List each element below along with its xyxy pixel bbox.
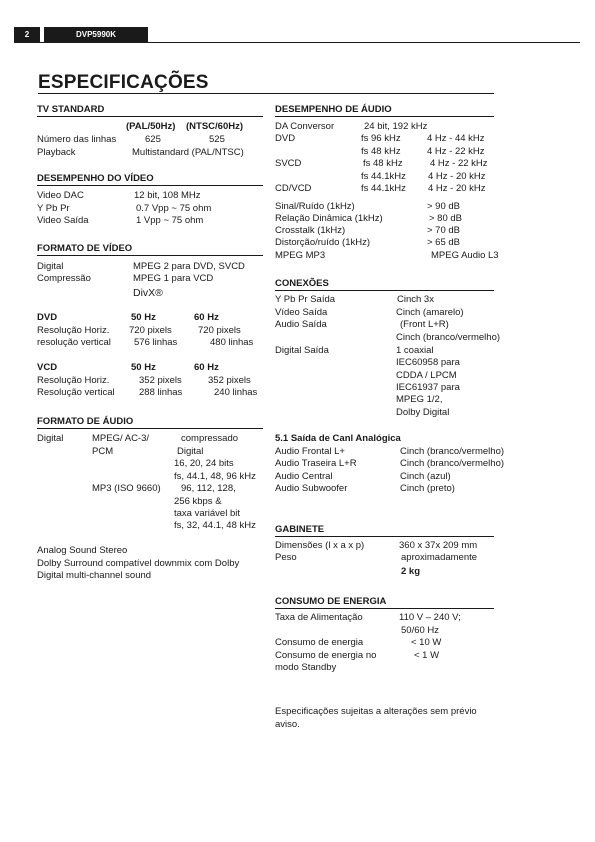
conn-digital-v2: IEC60958 para: [396, 357, 460, 368]
af-mp3-var: taxa variável bit: [174, 508, 241, 519]
dvd-50hz: 50 Hz: [131, 312, 156, 323]
ao-sub-label: Audio Subwoofer: [275, 483, 348, 494]
af-compressed: compressado: [181, 433, 239, 444]
video-ypbpr-label: Y Pb Pr: [37, 203, 70, 214]
lines-pal: 625: [145, 134, 161, 145]
conn-audio-label: Audio Saída: [275, 319, 327, 330]
vf-digital-label: Digital: [37, 261, 64, 272]
ap-dist-value: > 65 dB: [427, 237, 461, 248]
vf-comp-value: MPEG 1 para VCD: [133, 273, 214, 284]
af-digital-label: Digital: [37, 433, 64, 444]
pw-standby-label2: modo Standby: [275, 662, 337, 673]
divx-label: DivX®: [133, 287, 163, 299]
dvd-60hz: 60 Hz: [194, 312, 219, 323]
video-ypbpr-value: 0.7 Vpp ~ 75 ohm: [136, 203, 212, 214]
af-dolby: Dolby Surround compatível downmix com Dolby: [37, 558, 240, 569]
vf-digital-value: MPEG 2 para DVD, SVCD: [133, 261, 245, 272]
ap-cd-fs: fs 44.1kHz: [361, 183, 406, 194]
page-number: 2: [14, 27, 40, 42]
pw-cons-label: Consumo de energia: [275, 637, 364, 648]
vcd-label: VCD: [37, 362, 58, 373]
col-pal: (PAL/50Hz): [126, 121, 176, 132]
ap-cd-label: CD/VCD: [275, 183, 312, 194]
video-out-label: Video Saída: [37, 215, 89, 226]
conn-video-label: Vídeo Saída: [275, 307, 328, 318]
ao-front-label: Audio Frontal L+: [275, 446, 345, 457]
dvd-v-label: resolução vertical: [37, 337, 111, 348]
ap-snr-value: > 90 dB: [427, 201, 461, 212]
title-rule: [38, 93, 494, 94]
conn-video-value: Cinch (amarelo): [396, 307, 464, 318]
af-mpeg: MPEG/ AC-3/: [92, 433, 150, 444]
ao-front-value: Cinch (branco/vermelho): [400, 446, 505, 457]
conn-digital-v3: CDDA / LPCM: [396, 370, 457, 381]
ap-dvd-fs1: fs 96 kHz: [361, 133, 401, 144]
dvd-h-label: Resolução Horiz.: [37, 325, 110, 336]
ap-mp3-label: MPEG MP3: [275, 250, 326, 261]
dvd-h-60: 720 pixels: [198, 325, 241, 336]
cab-dim-label: Dimensões (l x a x p): [275, 540, 365, 551]
ap-da-label: DA Conversor: [275, 121, 335, 132]
ap-svcd-fs1: fs 48 kHz: [363, 158, 403, 169]
ap-dvd-r2: 4 Hz - 22 kHz: [427, 146, 485, 157]
ao-rear-value: Cinch (branco/vermelho): [400, 458, 505, 469]
ap-snr-label: Sinal/Ruído (1kHz): [275, 201, 355, 212]
header-rule: [14, 42, 580, 43]
pw-supply-value1: 110 V – 240 V;: [399, 612, 461, 623]
dvd-v-60: 480 linhas: [210, 337, 254, 348]
ap-da-value: 24 bit, 192 kHz: [364, 121, 428, 132]
model-label: DVP5990K: [44, 27, 148, 42]
lines-label: Número das linhas: [37, 134, 117, 145]
af-mp3-rates2: 256 kbps &: [174, 496, 222, 507]
cab-dim-value: 360 x 37x 209 mm: [399, 540, 478, 551]
video-rule: [37, 185, 263, 186]
video-format-heading: FORMATO DE VÍDEO: [37, 243, 133, 254]
conn-digital-v5: MPEG 1/2,: [396, 394, 443, 405]
video-format-rule: [37, 255, 263, 256]
af-mp3-fs: fs, 32, 44.1, 48 kHz: [174, 520, 256, 531]
af-pcm: PCM: [92, 446, 114, 457]
connections-heading: CONEXÕES: [275, 278, 329, 289]
dvd-h-50: 720 pixels: [129, 325, 172, 336]
vcd-h-label: Resolução Horiz.: [37, 375, 110, 386]
cabinet-rule: [275, 536, 494, 537]
footer-note-line1: Especificações sujeitas a alterações sem prévio: [275, 706, 477, 717]
ap-ct-label: Crosstalk (1kHz): [275, 225, 346, 236]
audio-format-rule: [37, 428, 263, 429]
video-heading: DESEMPENHO DO VÍDEO: [37, 173, 154, 184]
analog-out-heading: 5.1 Saída de Canl Analógica: [275, 433, 401, 444]
tv-standard-rule: [37, 116, 263, 117]
pw-supply-label: Taxa de Alimentação: [275, 612, 363, 623]
audio-perf-heading: DESEMPENHO DE ÁUDIO: [275, 104, 392, 115]
ap-dyn-value: > 80 dB: [429, 213, 463, 224]
page-title: ESPECIFICAÇÕES: [38, 72, 209, 93]
conn-digital-v4: IEC61937 para: [396, 382, 460, 393]
ap-svcd-fs2: fs 44.1kHz: [361, 171, 406, 182]
playback-label: Playback: [37, 147, 76, 158]
vcd-v-60: 240 linhas: [214, 387, 258, 398]
conn-digital-label: Digital Saída: [275, 345, 329, 356]
ap-ct-value: > 70 dB: [427, 225, 461, 236]
cabinet-heading: GABINETE: [275, 524, 325, 535]
pw-cons-value: < 10 W: [411, 637, 442, 648]
vcd-50hz: 50 Hz: [131, 362, 156, 373]
vf-comp-label: Compressão: [37, 273, 91, 284]
tv-standard-heading: TV STANDARD: [37, 104, 105, 115]
video-dac-label: Video DAC: [37, 190, 84, 201]
vcd-h-50: 352 pixels: [139, 375, 182, 386]
audio-perf-rule: [275, 116, 494, 117]
ap-mp3-value: MPEG Audio L3: [431, 250, 499, 261]
dvd-label: DVD: [37, 312, 58, 323]
power-rule: [275, 608, 494, 609]
ap-dvd-label: DVD: [275, 133, 296, 144]
ap-dvd-r1: 4 Hz - 44 kHz: [427, 133, 485, 144]
ap-dist-label: Distorção/ruído (1kHz): [275, 237, 371, 248]
vcd-v-label: Resolução vertical: [37, 387, 115, 398]
ao-center-label: Audio Central: [275, 471, 333, 482]
ap-cd-r: 4 Hz - 20 kHz: [428, 183, 486, 194]
vcd-60hz: 60 Hz: [194, 362, 219, 373]
cab-weight-label: Peso: [275, 552, 297, 563]
af-mp3-rates: 96, 112, 128,: [181, 483, 236, 494]
ap-svcd-r1: 4 Hz - 22 kHz: [430, 158, 488, 169]
af-pcm-digital: Digital: [177, 446, 204, 457]
vcd-v-50: 288 linhas: [139, 387, 183, 398]
conn-digital-v6: Dolby Digital: [396, 407, 450, 418]
cab-weight-value2: 2 kg: [401, 566, 421, 577]
ao-rear-label: Audio Traseira L+R: [275, 458, 357, 469]
video-out-value: 1 Vpp ~ 75 ohm: [136, 215, 204, 226]
power-heading: CONSUMO DE ENERGIA: [275, 596, 387, 607]
ap-svcd-label: SVCD: [275, 158, 302, 169]
ap-dvd-fs2: fs 48 kHz: [361, 146, 401, 157]
conn-audio-value1: (Front L+R): [400, 319, 449, 330]
cab-weight-value1: aproximadamente: [401, 552, 478, 563]
conn-audio-value2: Cinch (branco/vermelho): [396, 332, 501, 343]
af-multich: Digital multi-channel sound: [37, 570, 152, 581]
connections-rule: [275, 290, 494, 291]
lines-ntsc: 525: [209, 134, 225, 145]
conn-ypbpr-value: Cinch 3x: [397, 294, 434, 305]
video-dac-value: 12 bit, 108 MHz: [134, 190, 201, 201]
pw-standby-value: < 1 W: [414, 650, 440, 661]
af-mp3: MP3 (ISO 9660): [92, 483, 161, 494]
pw-supply-value2: 50/60 Hz: [401, 625, 440, 636]
af-pcm-bits: 16, 20, 24 bits: [174, 458, 234, 469]
ap-dyn-label: Relação Dinâmica (1kHz): [275, 213, 383, 224]
audio-format-heading: FORMATO DE ÁUDIO: [37, 416, 134, 427]
footer-note-line2: aviso.: [275, 719, 300, 730]
ao-sub-value: Cinch (preto): [400, 483, 455, 494]
conn-digital-v1: 1 coaxial: [396, 345, 434, 356]
dvd-v-50: 576 linhas: [134, 337, 178, 348]
pw-standby-label1: Consumo de energia no: [275, 650, 377, 661]
vcd-h-60: 352 pixels: [208, 375, 251, 386]
af-pcm-fs: fs, 44.1, 48, 96 kHz: [174, 471, 256, 482]
conn-ypbpr-label: Y Pb Pr Saída: [275, 294, 336, 305]
ap-svcd-r2: 4 Hz - 20 kHz: [428, 171, 486, 182]
playback-value: Multistandard (PAL/NTSC): [132, 147, 244, 158]
ao-center-value: Cinch (azul): [400, 471, 451, 482]
col-ntsc: (NTSC/60Hz): [186, 121, 244, 132]
af-analog: Analog Sound Stereo: [37, 545, 128, 556]
